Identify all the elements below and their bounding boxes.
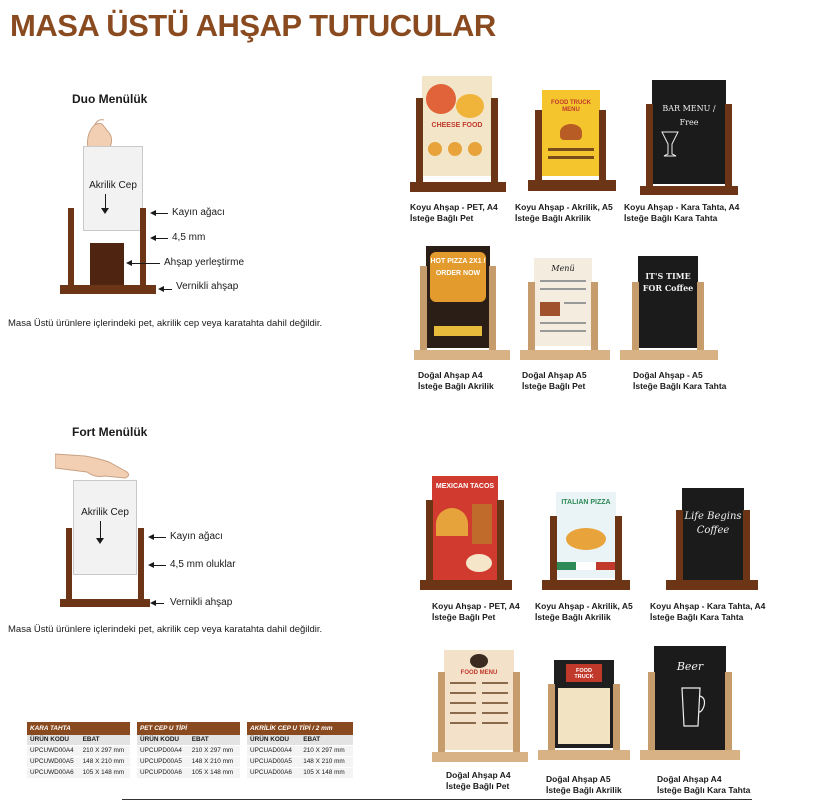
- acrylic-pocket-label: Akrilik Cep: [89, 180, 137, 191]
- left-post: [66, 528, 72, 600]
- duo-label-beech: Kayın ağacı: [172, 207, 225, 218]
- base: [60, 285, 156, 294]
- fort-label-varnish: Vernikli ahşap: [170, 597, 233, 608]
- duo-diagram: [50, 118, 280, 303]
- fort-note: Masa Üstü ürünlere içlerindeki pet, akrilik cep veya karatahta dahil değildir.: [8, 624, 323, 635]
- arrow-icon: [158, 286, 164, 292]
- arrow-icon: [150, 600, 156, 606]
- product-image: [410, 76, 506, 194]
- product-caption: Doğal Ahşap A4 İsteğe Bağlı Akrilik: [418, 370, 494, 391]
- table-row: UPCUWD00A4 210 X 297 mm: [27, 746, 130, 757]
- duo-label-insert: Ahşap yerleştirme: [164, 257, 245, 268]
- fort-label-beech: Kayın ağacı: [170, 531, 223, 542]
- product-caption: Doğal Ahşap - A5 İsteğe Bağlı Kara Tahta: [633, 370, 727, 391]
- product-caption: Koyu Ahşap - PET, A4 İsteğe Bağlı Pet: [410, 202, 498, 223]
- table-row: UPCUPD00A6 105 X 148 mm: [137, 768, 240, 779]
- product-caption: Doğal Ahşap A5 İsteğe Bağlı Pet: [522, 370, 587, 391]
- table-row: UPCUAD00A4 210 X 297 mm: [247, 746, 353, 757]
- product-caption: Doğal Ahşap A4 İsteğe Bağlı Pet: [446, 770, 511, 791]
- table-akrilik-cep: AKRİLİK CEP U TİPİ / 2 mm ÜRÜN KODU EBAT UPCUAD00A4 210 X 297 mm UPCUAD00A5 148 X 210 mm UPCUAD00A6 105 X 148 mm: [247, 722, 353, 778]
- product-caption: Koyu Ahşap - Akrilik, A5 İsteğe Bağlı Akrilik: [515, 202, 613, 223]
- product-image: [432, 650, 528, 764]
- chalkboard: IT'S TIME FOR Coffee: [638, 256, 698, 348]
- right-post: [140, 208, 146, 286]
- product-image: [540, 492, 632, 594]
- fort-diagram: [50, 448, 280, 613]
- table-row: UPCUAD00A6 105 X 148 mm: [247, 768, 353, 779]
- table-row: UPCUWD00A5 148 X 210 mm: [27, 757, 130, 768]
- chalkboard: Life Begins Coffee: [682, 488, 744, 580]
- bottom-divider: [122, 799, 752, 800]
- product-image: [640, 646, 740, 764]
- arrow-icon: [148, 534, 154, 540]
- chalkboard: BAR MENU / Free: [652, 80, 726, 184]
- table-row: UPCUAD00A5 148 X 210 mm: [247, 757, 353, 768]
- product-caption: Koyu Ahşap - Kara Tahta, A4 İsteğe Bağlı Kara Tahta: [624, 202, 740, 223]
- product-caption: Koyu Ahşap - Akrilik, A5 İsteğe Bağlı Akrilik: [535, 601, 633, 622]
- arrow-icon: [148, 562, 154, 568]
- menu-poster: MEXICAN TACOS: [432, 476, 498, 580]
- product-image: [538, 660, 630, 764]
- product-image: [666, 488, 758, 594]
- product-image: [520, 258, 610, 362]
- menu-poster: FOOD TRUCK: [554, 660, 614, 748]
- down-arrow-icon: [96, 538, 104, 544]
- menu-poster: Menü: [534, 258, 592, 346]
- menu-poster: HOT PIZZA 2X1 / ORDER NOW: [426, 246, 490, 348]
- menu-poster: FOOD TRUCK MENU: [542, 90, 600, 176]
- right-post: [138, 528, 144, 600]
- acrylic-pocket-label: Akrilik Cep: [81, 507, 129, 518]
- page-title: MASA ÜSTÜ AHŞAP TUTUCULAR: [10, 8, 496, 43]
- table-row: UPCUPD00A4 210 X 297 mm: [137, 746, 240, 757]
- product-image: [620, 256, 718, 362]
- product-image: [414, 246, 510, 362]
- product-caption: Koyu Ahşap - PET, A4 İsteğe Bağlı Pet: [432, 601, 520, 622]
- product-caption: Doğal Ahşap A4 İsteğe Bağlı Kara Tahta: [657, 774, 751, 795]
- down-arrow-line: [100, 521, 101, 539]
- product-caption: Koyu Ahşap - Kara Tahta, A4 İsteğe Bağlı Kara Tahta: [650, 601, 766, 622]
- menu-poster: ITALIAN PIZZA: [556, 492, 616, 578]
- acrylic-sheet: [73, 480, 137, 575]
- table-row: UPCUWD00A6 105 X 148 mm: [27, 768, 130, 779]
- product-image: [526, 90, 618, 194]
- duo-note: Masa Üstü ürünlere içlerindeki pet, akrilik cep veya karatahta dahil değildir.: [8, 318, 323, 329]
- arrow-icon: [150, 210, 156, 216]
- down-arrow-icon: [101, 208, 109, 214]
- product-image: [418, 476, 514, 594]
- base: [60, 599, 150, 607]
- fort-section-title: Fort Menülük: [72, 425, 148, 439]
- product-image: [640, 80, 738, 194]
- wood-insert: [90, 243, 124, 286]
- chalkboard: Beer: [654, 646, 726, 750]
- table-pet-cep: PET CEP U TİPİ ÜRÜN KODU EBAT UPCUPD00A4 210 X 297 mm UPCUPD00A5 148 X 210 mm UPCUPD00A6 105 X 148 mm: [137, 722, 240, 778]
- duo-label-thickness: 4,5 mm: [172, 232, 206, 243]
- table-row: UPCUPD00A5 148 X 210 mm: [137, 757, 240, 768]
- duo-section-title: Duo Menülük: [72, 92, 148, 106]
- fort-label-slots: 4,5 mm oluklar: [170, 559, 236, 570]
- left-post: [68, 208, 74, 286]
- arrow-icon: [150, 235, 156, 241]
- arrow-icon: [126, 260, 132, 266]
- hand-icon: [55, 448, 135, 482]
- product-caption: Doğal Ahşap A5 İsteğe Bağlı Akrilik: [546, 774, 622, 795]
- table-kara-tahta: KARA TAHTA ÜRÜN KODU EBAT UPCUWD00A4 210 X 297 mm UPCUWD00A5 148 X 210 mm UPCUWD00A6 105 X 148 mm: [27, 722, 130, 778]
- duo-label-varnish: Vernikli ahşap: [176, 281, 239, 292]
- menu-poster: CHEESE FOOD: [422, 76, 492, 176]
- menu-poster: FOOD MENU: [444, 650, 514, 750]
